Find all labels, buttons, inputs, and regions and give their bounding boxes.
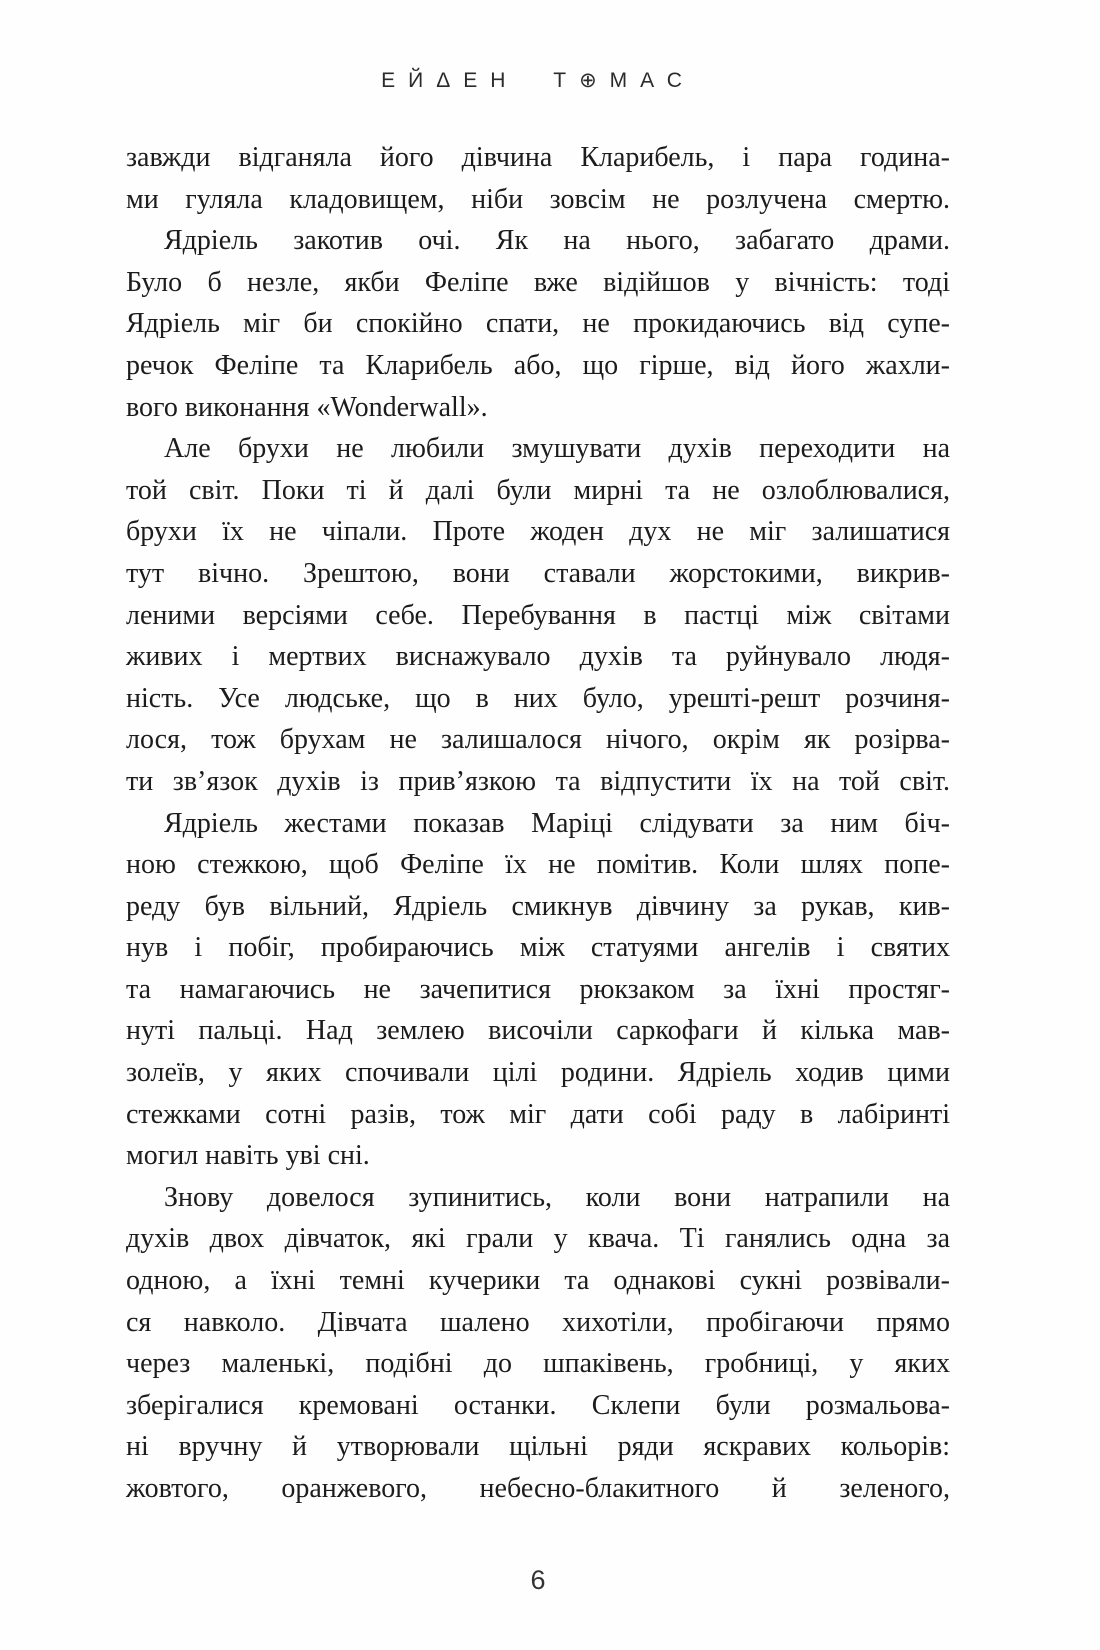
text-line: нуті пальці. Над землею височіли саркофаги й кілька мав- [126,1015,950,1047]
text-line: леними версіями себе. Перебування в пастці між світами [126,599,950,631]
text-line: Ядріель міг би спокійно спати, не прокидаючись від супе- [126,308,950,340]
paragraph [126,428,950,802]
text-line: стежками сотні разів, тож міг дати собі раду в лабіринті [126,1098,950,1130]
text-block [126,137,950,1510]
text-line: Знову довелося зупинитись, коли вони натрапили на [164,1181,950,1213]
text-line: нув і побіг, пробираючись між статуями ангелів і святих [126,932,950,964]
text-line: через маленькі, подібні до шпаківень, гробниці, у яких [126,1348,950,1380]
text-line: ною стежкою, щоб Феліпе їх не помітив. Коли шлях попе- [126,849,950,881]
text-line: та намагаючись не зачепитися рюкзаком за їхні простяг- [126,973,950,1005]
text-line: реду був вільний, Ядріель смикнув дівчину за рукав, кив- [126,890,950,922]
text-line: ти зв’язок духів із прив’язкою та відпустити їх на той світ. [126,765,950,797]
paragraph [126,137,950,220]
text-line: живих і мертвих виснажувало духів та руйнувало людя- [126,641,950,673]
text-line: Ядріель закотив очі. Як на нього, забагато драми. [164,225,950,257]
text-line: ми гуляла кладовищем, ніби зовсім не розлучена смертю. [126,183,950,215]
page-number: 6 [530,1565,546,1595]
paragraph [126,803,950,1177]
text-line: ні вручну й утворювали щільні ряди яскравих кольорів: [126,1431,950,1463]
text-line: той світ. Поки ті й далі були мирні та не озлоблювалися, [126,474,950,506]
text-line: духів двох дівчаток, які грали у квача. Ті ганялись одна за [126,1223,950,1255]
paragraph [126,220,950,428]
text-line: завжди відганяла його дівчина Кларибель, і пара година- [126,142,950,173]
text-line: тут вічно. Зрештою, вони ставали жорстокими, викрив- [126,557,950,589]
text-line: Ядріель жестами показав Маріці слідувати за ним біч- [164,807,950,839]
text-line: речок Феліпе та Кларибель або, що гірше, від його жахли- [126,349,950,381]
text-line: зберігалися кремовані останки. Склепи були розмальова- [126,1389,950,1421]
text-line: могил навіть уві сні. [126,1140,370,1172]
text-line: ність. Усе людське, що в них було, урешті-решт розчиня- [126,682,950,714]
text-line: Але брухи не любили змушувати духів переходити на [164,433,950,465]
text-line: вого виконання «Wonderwall». [126,391,488,423]
running-header-author: ЕЙΔЕН Т⊕МАС [381,69,695,92]
paragraph [126,1177,950,1510]
text-line: брухи їх не чіпали. Проте жоден дух не міг залишатися [126,516,950,548]
text-line: одною, а їхні темні кучерики та однакові сукні розвівали- [126,1265,950,1297]
text-line: золеїв, у яких спочивали цілі родини. Ядріель ходив цими [126,1057,950,1089]
text-line: жовтого, оранжевого, небесно-блакитного й зеленого, [126,1473,950,1504]
text-line: Було б незле, якби Феліпе вже відійшов у вічність: тоді [126,266,950,298]
text-line: ся навколо. Дівчата шалено хихотіли, пробігаючи прямо [126,1306,950,1338]
text-line: лося, тож брухам не залишалося нічого, окрім як розірва- [126,724,950,756]
